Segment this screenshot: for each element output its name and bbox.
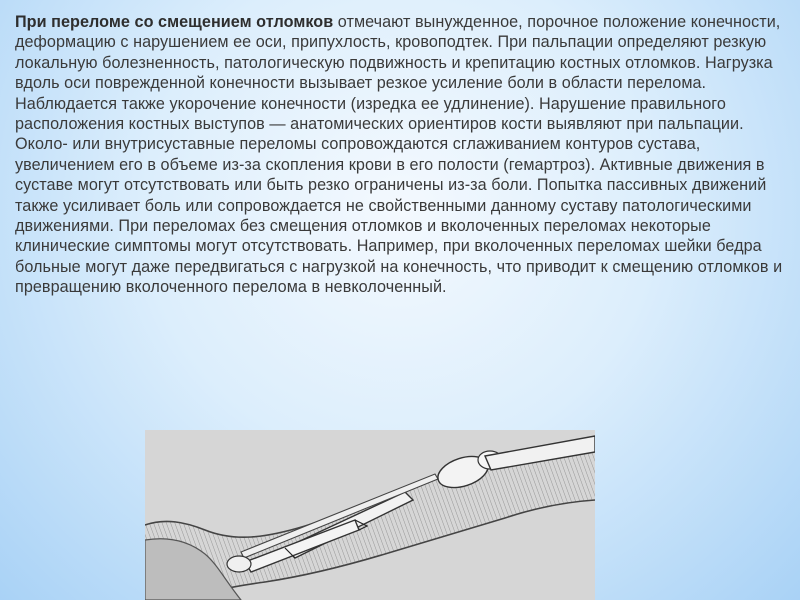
body-text: отмечают вынужденное, порочное положение конечности, деформацию с нарушением ее оси, припухлость, кровоподтек. При пальпации определяют резкую локальную болезненность, патологическую подвижность и крепитацию костных отломков. Нагрузка вдоль оси поврежденной конечности вызывает резкое усиление боли в области перелома. Наблюдается также укорочение конечности (изредка ее удлинение). Нарушение правильного расположения костных выступов — анатомических ориентиров кости выявляют при пальпации. Около- или внутрисуставные переломы сопровождаются сглаживанием контуров сустава, увеличением его в объеме из-за скопления крови в его полости (гемартроз). Активные движения в суставе могут отсутствовать или быть резко ограничены из-за боли. Попытка пассивных движений также усиливает боль или сопровождается не свойственными данному суставу патологическими движениями. При переломах без смещения отломков и вколоченных переломах некоторые клинические симптомы могут отсутствовать. Например, при вколоченных переломах шейки бедра больные могут даже передвигаться с нагрузкой на конечность, что приводит к смещению отломков и превращению вколоченного перелома в невколоченный.	[15, 13, 783, 297]
lead-bold-text: При переломе со смещением отломков	[15, 13, 334, 31]
slide-paragraph	[15, 12, 785, 298]
leg-fracture-illustration	[145, 430, 595, 600]
